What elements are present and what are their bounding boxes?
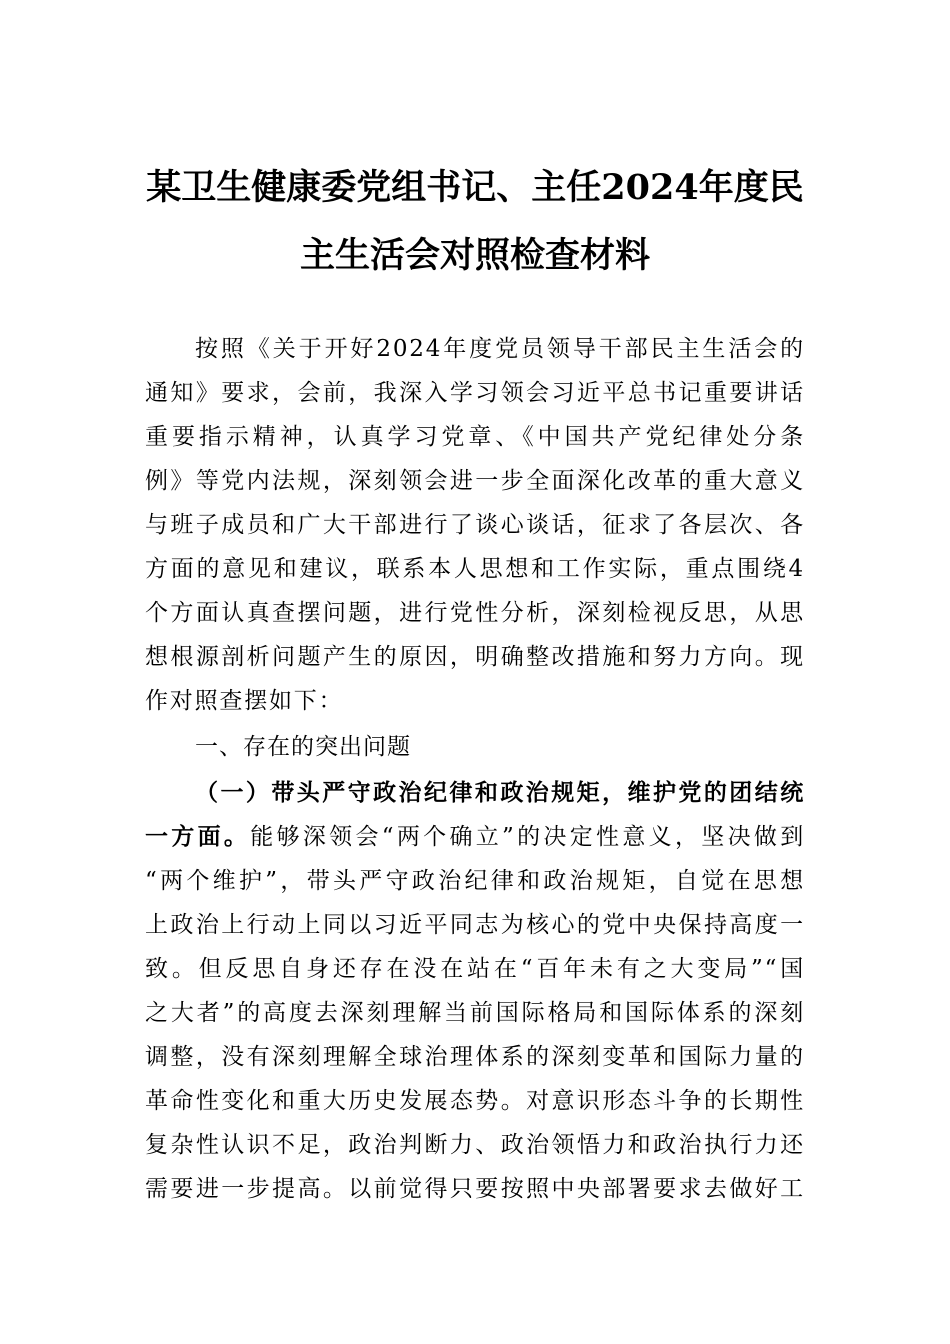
subsection-paragraph-line: 调整，没有深刻理解全球治理体系的深刻变革和国际力量的	[145, 1044, 805, 1070]
document-title-line-1: 某卫生健康委党组书记、主任2024年度民	[146, 167, 804, 208]
section-heading: 一、存在的突出问题	[195, 734, 411, 760]
intro-paragraph-line: 作对照查摆如下：	[145, 688, 344, 714]
subsection-paragraph-line: 之大者”的高度去深刻理解当前国际格局和国际体系的深刻	[145, 1000, 805, 1026]
intro-paragraph-line: 例》等党内法规，深刻领会进一步全面深化改革的重大意义	[145, 468, 805, 494]
subsection-paragraph-line: 复杂性认识不足，政治判断力、政治领悟力和政治执行力还	[145, 1132, 805, 1158]
document-title-line-2: 主生活会对照检查材料	[299, 235, 650, 276]
intro-paragraph-line: 方面的意见和建议，联系本人思想和工作实际，重点围绕4	[145, 556, 805, 582]
intro-paragraph-line: 个方面认真查摆问题，进行党性分析，深刻检视反思，从思	[145, 600, 805, 626]
intro-paragraph-line: 通知》要求，会前，我深入学习领会习近平总书记重要讲话	[145, 380, 805, 406]
subsection-paragraph-line	[145, 822, 805, 852]
subsection-heading-line	[145, 778, 805, 808]
subsection-paragraph-line: 致。但反思自身还存在没在站在“百年未有之大变局”“国	[145, 956, 805, 982]
subsection-paragraph-line: 上政治上行动上同以习近平同志为核心的党中央保持高度一	[145, 912, 805, 938]
subsection-paragraph-line: 革命性变化和重大历史发展态势。对意识形态斗争的长期性	[145, 1088, 805, 1114]
intro-paragraph-line: 按照《关于开好2024年度党员领导干部民主生活会的	[195, 336, 805, 362]
intro-paragraph-line: 与班子成员和广大干部进行了谈心谈话，征求了各层次、各	[145, 512, 805, 538]
subsection-body-text: 能够深领会“两个确立”的决定性意义，坚决做到	[250, 824, 805, 850]
intro-paragraph-line: 想根源剖析问题产生的原因，明确整改措施和努力方向。现	[145, 644, 805, 670]
subsection-heading-text: （一）带头严守政治纪律和政治规矩，维护党的团结统	[195, 779, 805, 806]
subsection-heading-text: 一方面。	[145, 823, 251, 850]
subsection-paragraph-line: 需要进一步提高。以前觉得只要按照中央部署要求去做好工	[145, 1176, 805, 1202]
subsection-paragraph-line: “两个维护”，带头严守政治纪律和政治规矩，自觉在思想	[145, 868, 805, 894]
intro-paragraph-line: 重要指示精神，认真学习党章、《中国共产党纪律处分条	[145, 424, 805, 450]
